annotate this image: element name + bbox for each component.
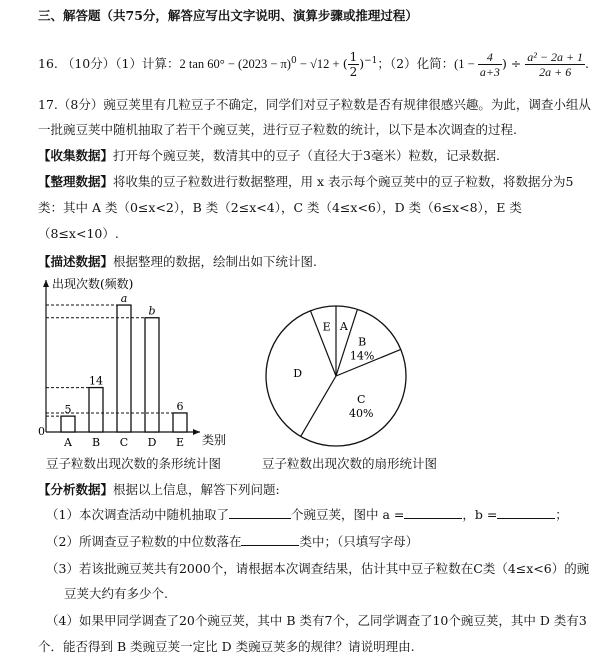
q17-line2: 一批豌豆荚中随机抽取了若干个豌豆荚，进行豆子粒数的统计，以下是本次调查的过程. [38,122,517,137]
bar [145,318,159,432]
bar [173,413,187,432]
q16-frac2: $\frac{\text{a² − 2a + 1}}{2a + 6}$ [527,50,584,79]
y-axis-label: 出现次数(频数) [52,277,134,291]
q16-simp-close: ) ÷ [501,56,526,71]
pie-chart [266,306,406,446]
q16-end: . [585,56,590,71]
q17-describe [38,254,317,270]
q17-collect [38,148,500,164]
bar-chart-caption: 豆子粒数出现次数的条形统计图 [46,456,222,471]
section-title: 三、解答题（共75分，解答应写出文字说明、演算步骤或推理过程） [38,8,418,23]
q17-sub3-b: 豆荚大约有多少个. [64,586,168,601]
bar-data-label: 5 [64,403,72,417]
q17-sub1 [46,507,568,523]
describe-text: 根据整理的数据，绘制出如下统计图. [113,254,317,269]
y-axis-arrow [43,280,49,287]
q1-blank-b[interactable] [497,518,555,519]
q1-text-d: ； [555,507,568,522]
bar [89,388,103,432]
q2-blank[interactable] [241,545,299,546]
pie-slice-percent: 40% [349,407,374,421]
q1-text-a: （1）本次调查活动中随机抽取了 [46,507,229,522]
bar-data-label: 14 [89,374,103,388]
q17-sub2 [46,534,418,550]
q1-text-c: ，b = [462,507,498,522]
q16-prefix: 16. （10分）（1）计算： [38,56,180,71]
q17-organize [38,174,573,190]
collect-text: 打开每个豌豆荚，数清其中的豆子（直径大于3毫米）粒数，记录数据. [113,148,500,163]
x-tick-label: B [91,436,101,449]
q17-line1: 17.（8分）豌豆荚里有几粒豆子不确定，同学们对豆子粒数是否有规律很感兴趣。为此，调查小组从 [38,97,591,112]
describe-tag: 【描述数据】 [38,254,114,269]
q16-expr-b: − √12 + [296,57,343,71]
pie-chart-caption: 豆子粒数出现次数的扇形统计图 [262,456,438,471]
organize-tag: 【整理数据】 [38,174,114,189]
pie-slice-label: C [357,393,366,407]
q17-analyze [38,482,280,498]
q16-frac1: $\frac{4}{a+3}$ [479,50,500,79]
q17-classes-2: （8≤x<10）. [38,226,119,241]
organize-text: 将收集的豆子粒数进行数据整理，用 x 表示每个豌豆荚中的豆子粒数，将数据分为5 [113,174,574,189]
bar-data-label: b [148,304,156,318]
q2-text-a: （2）所调查豆子粒数的中位数落在 [46,534,242,549]
q1-text-b: 个豌豆荚，图中 a = [290,507,405,522]
pie-slice-label: E [322,320,331,334]
q1-blank-count[interactable] [229,518,291,519]
q17-classes: 类：其中 A 类（0≤x<2），B 类（2≤x<4），C 类（4≤x<6），D 类（6≤x<8），E 类 [38,200,522,215]
x-tick-label: A [64,436,72,449]
q17-sub4-a: （4）如果甲同学调查了20个豌豆荚，其中 B 类有7个，乙同学调查了10个豌豆荚，其中 D 类有3 [46,613,587,628]
bar-data-label: a [120,292,128,306]
q16-expm1: −1 [364,55,378,66]
analyze-text: 根据以上信息，解答下列问题: [113,482,280,497]
x-axis-arrow [193,429,200,435]
origin-label: 0 [38,425,45,438]
q16-simp-open: (1 − [454,57,478,71]
bar-chart [38,276,226,449]
q1-blank-a[interactable] [404,518,462,519]
pie-slice-label: D [293,367,303,381]
analyze-tag: 【分析数据】 [38,482,114,497]
q17-sub4-b: 个．能否得到 B 类豌豆荚一定比 D 类豌豆荚多的规律？请说明理由. [38,639,415,654]
x-tick-label: E [175,436,185,449]
x-tick-label: C [119,436,129,449]
charts-area [0,272,592,482]
q16-half-fraction: $\frac{1}{2}$ [349,50,358,79]
x-axis-label: 类别 [202,433,227,447]
collect-tag: 【收集数据】 [38,148,114,163]
question-16: 16. （10分）（1）计算：2 $\tan 60^\circ - (2023 - \pi)^0 - √12$ + ( $\frac{1}{2}$ )$^{-1}$；（2）化简：(1 − $\frac{4}{a+3}$ ) ÷ $\frac{\text{a² − 2a + 1}}{2a + 6}$ . [38,50,590,79]
x-tick-label: D [147,436,157,449]
pie-slice-percent: 14% [349,349,375,363]
q16-mid: ；（2）化简： [377,56,455,71]
bar [61,416,75,432]
q2-text-b: 类中；（只填写字母） [299,534,419,549]
q16-expr-a: 2 tan 60° − (2023 − π) [179,57,291,71]
q16-exp0: 0 [290,55,297,66]
bar-data-label: 6 [176,399,184,413]
q17-sub3-a: （3）若该批豌豆荚共有2000个，请根据本次调查结果，估计其中豆子粒数在C类（4≤x<6）的豌 [46,561,590,576]
pie-slice-label: A [339,320,348,334]
pie-slice-label: B [358,335,367,349]
